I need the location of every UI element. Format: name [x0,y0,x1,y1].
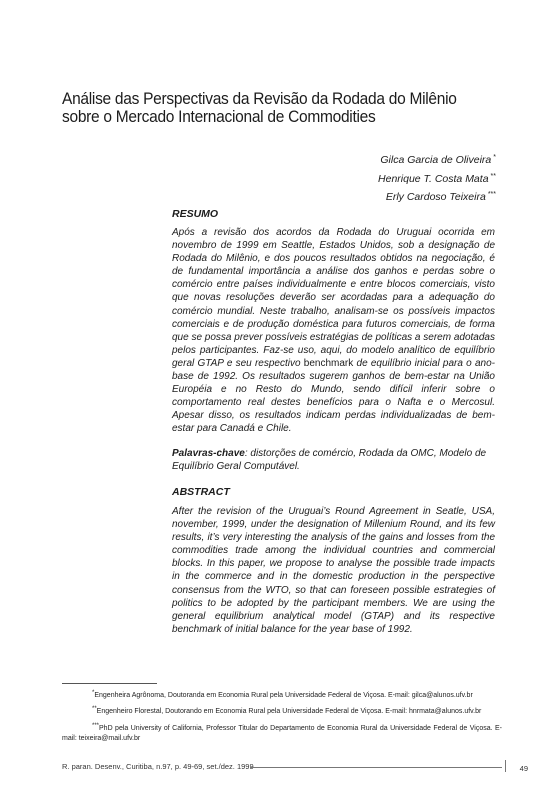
author-footnote-mark: ** [490,172,496,180]
footnote-mark: * [92,690,95,696]
resumo-text-part-2: de equilíbrio inicial para o ano-base de 1992. Os resultados sugerem ganhos de bem-estar na União Européia e no Resto do Mundo, sendo difícil inferir sobre o comportamento real destes benefícios para o Nafta e o Mercosul. Apesar disso, os resultados indicam perdas individualizadas de bem-estar para Canadá e Chile. [172,357,495,435]
footnotes [62,688,502,748]
author-2 [378,169,496,188]
article-title [62,90,494,126]
footer-divider [250,767,502,768]
author-footnote-mark: * [493,154,496,161]
keywords-text: : distorções de comércio, Rodada da OMC, Modelo de Equilíbrio Geral Computável. [172,448,487,473]
page-number-box [505,760,528,772]
footnote-2 [62,704,502,717]
author-3 [378,187,496,206]
footnote-text: Engenheiro Florestal, Doutorando em Economia Rural pela Universidade Federal de Viçosa. E-mail: hnrmata@alunos.ufv.br [96,708,482,716]
abstract-body: After the revision of the Uruguai’s Round Agreement in Seatle, USA, november, 1999, under the designation of Millenium Round, and its few results, it’s very interesting the analysis of the gains and losses from the commodities trade among the individual countries and commercial blocks. In this paper, we propose to analyse the possible trade impacts in the commerce and in the domestic production in the perspective consensus from the WTO, so that can foreseen possible estrategies of politics to be adopted by the participant members. We are using the general equilibrium analytical model (GTAP) and its respective benchmark of initial balance for the year base of 1992. [172,506,495,635]
author-1 [378,150,496,169]
resumo-heading: RESUMO [172,208,219,220]
keywords [172,447,495,473]
footnote-text: PhD pela University of California, Professor Titular do Departamento de Economia Rural da Universidade Federal de Viçosa. E-mail: teixeira@mail.ufv.br [62,724,502,743]
keywords-label: Palavras-chave [172,448,245,459]
resumo-benchmark-term: benchmark [303,357,354,369]
abstract-heading: ABSTRACT [172,486,230,498]
author-name: Erly Cardoso Teixeira [385,191,486,203]
footnote-3 [62,721,502,745]
footnote-1 [62,688,502,701]
footnote-mark: ** [92,706,97,713]
author-footnote-mark: *** [487,191,496,198]
resumo-text-part-1: Após a revisão dos acordos da Rodada do Uruguai ocorrida em novembro de 1999 em Seattle, Estados Unidos, sob a designação de Rodada do Milênio, e dos poucos resultados obtidos na negociação, é de fundamental importância a análise dos ganhos e perdas sobre o comércio entre países individualmente e entre blocos comerciais, visto que novas resoluções deverão ser acordadas para a adequação do comércio mundial. Neste trabalho, analisam-se os possíveis impactos comerciais e de produção doméstica para futuros comerciais, de forma que se possa prever possíveis estratégias de políticas a serem adotadas pelos participantes. Faz-se uso, aqui, do modelo analítico de equilíbrio geral GTAP e seu respectivo [172,227,495,369]
page-number: 49 [519,764,528,773]
journal-citation: R. paran. Desenv., Curitiba, n.97, p. 49-69, set./dez. 1999 [62,762,254,771]
footnote-mark: *** [92,722,100,729]
title-line-1: Análise das Perspectivas da Revisão da Rodada do Milênio [62,90,457,108]
author-name: Gilca Garcia de Oliveira [380,154,492,166]
author-list [378,150,496,206]
author-name: Henrique T. Costa Mata [378,172,489,185]
title-line-2: sobre o Mercado Internacional de Commodities [62,108,376,126]
footnote-text: Engenheira Agrônoma, Doutoranda em Economia Rural pela Universidade Federal de Viçosa. E-mail: gilca@alunos.ufv.br [94,692,473,699]
resumo-body [172,226,495,436]
footnote-divider [62,683,157,684]
